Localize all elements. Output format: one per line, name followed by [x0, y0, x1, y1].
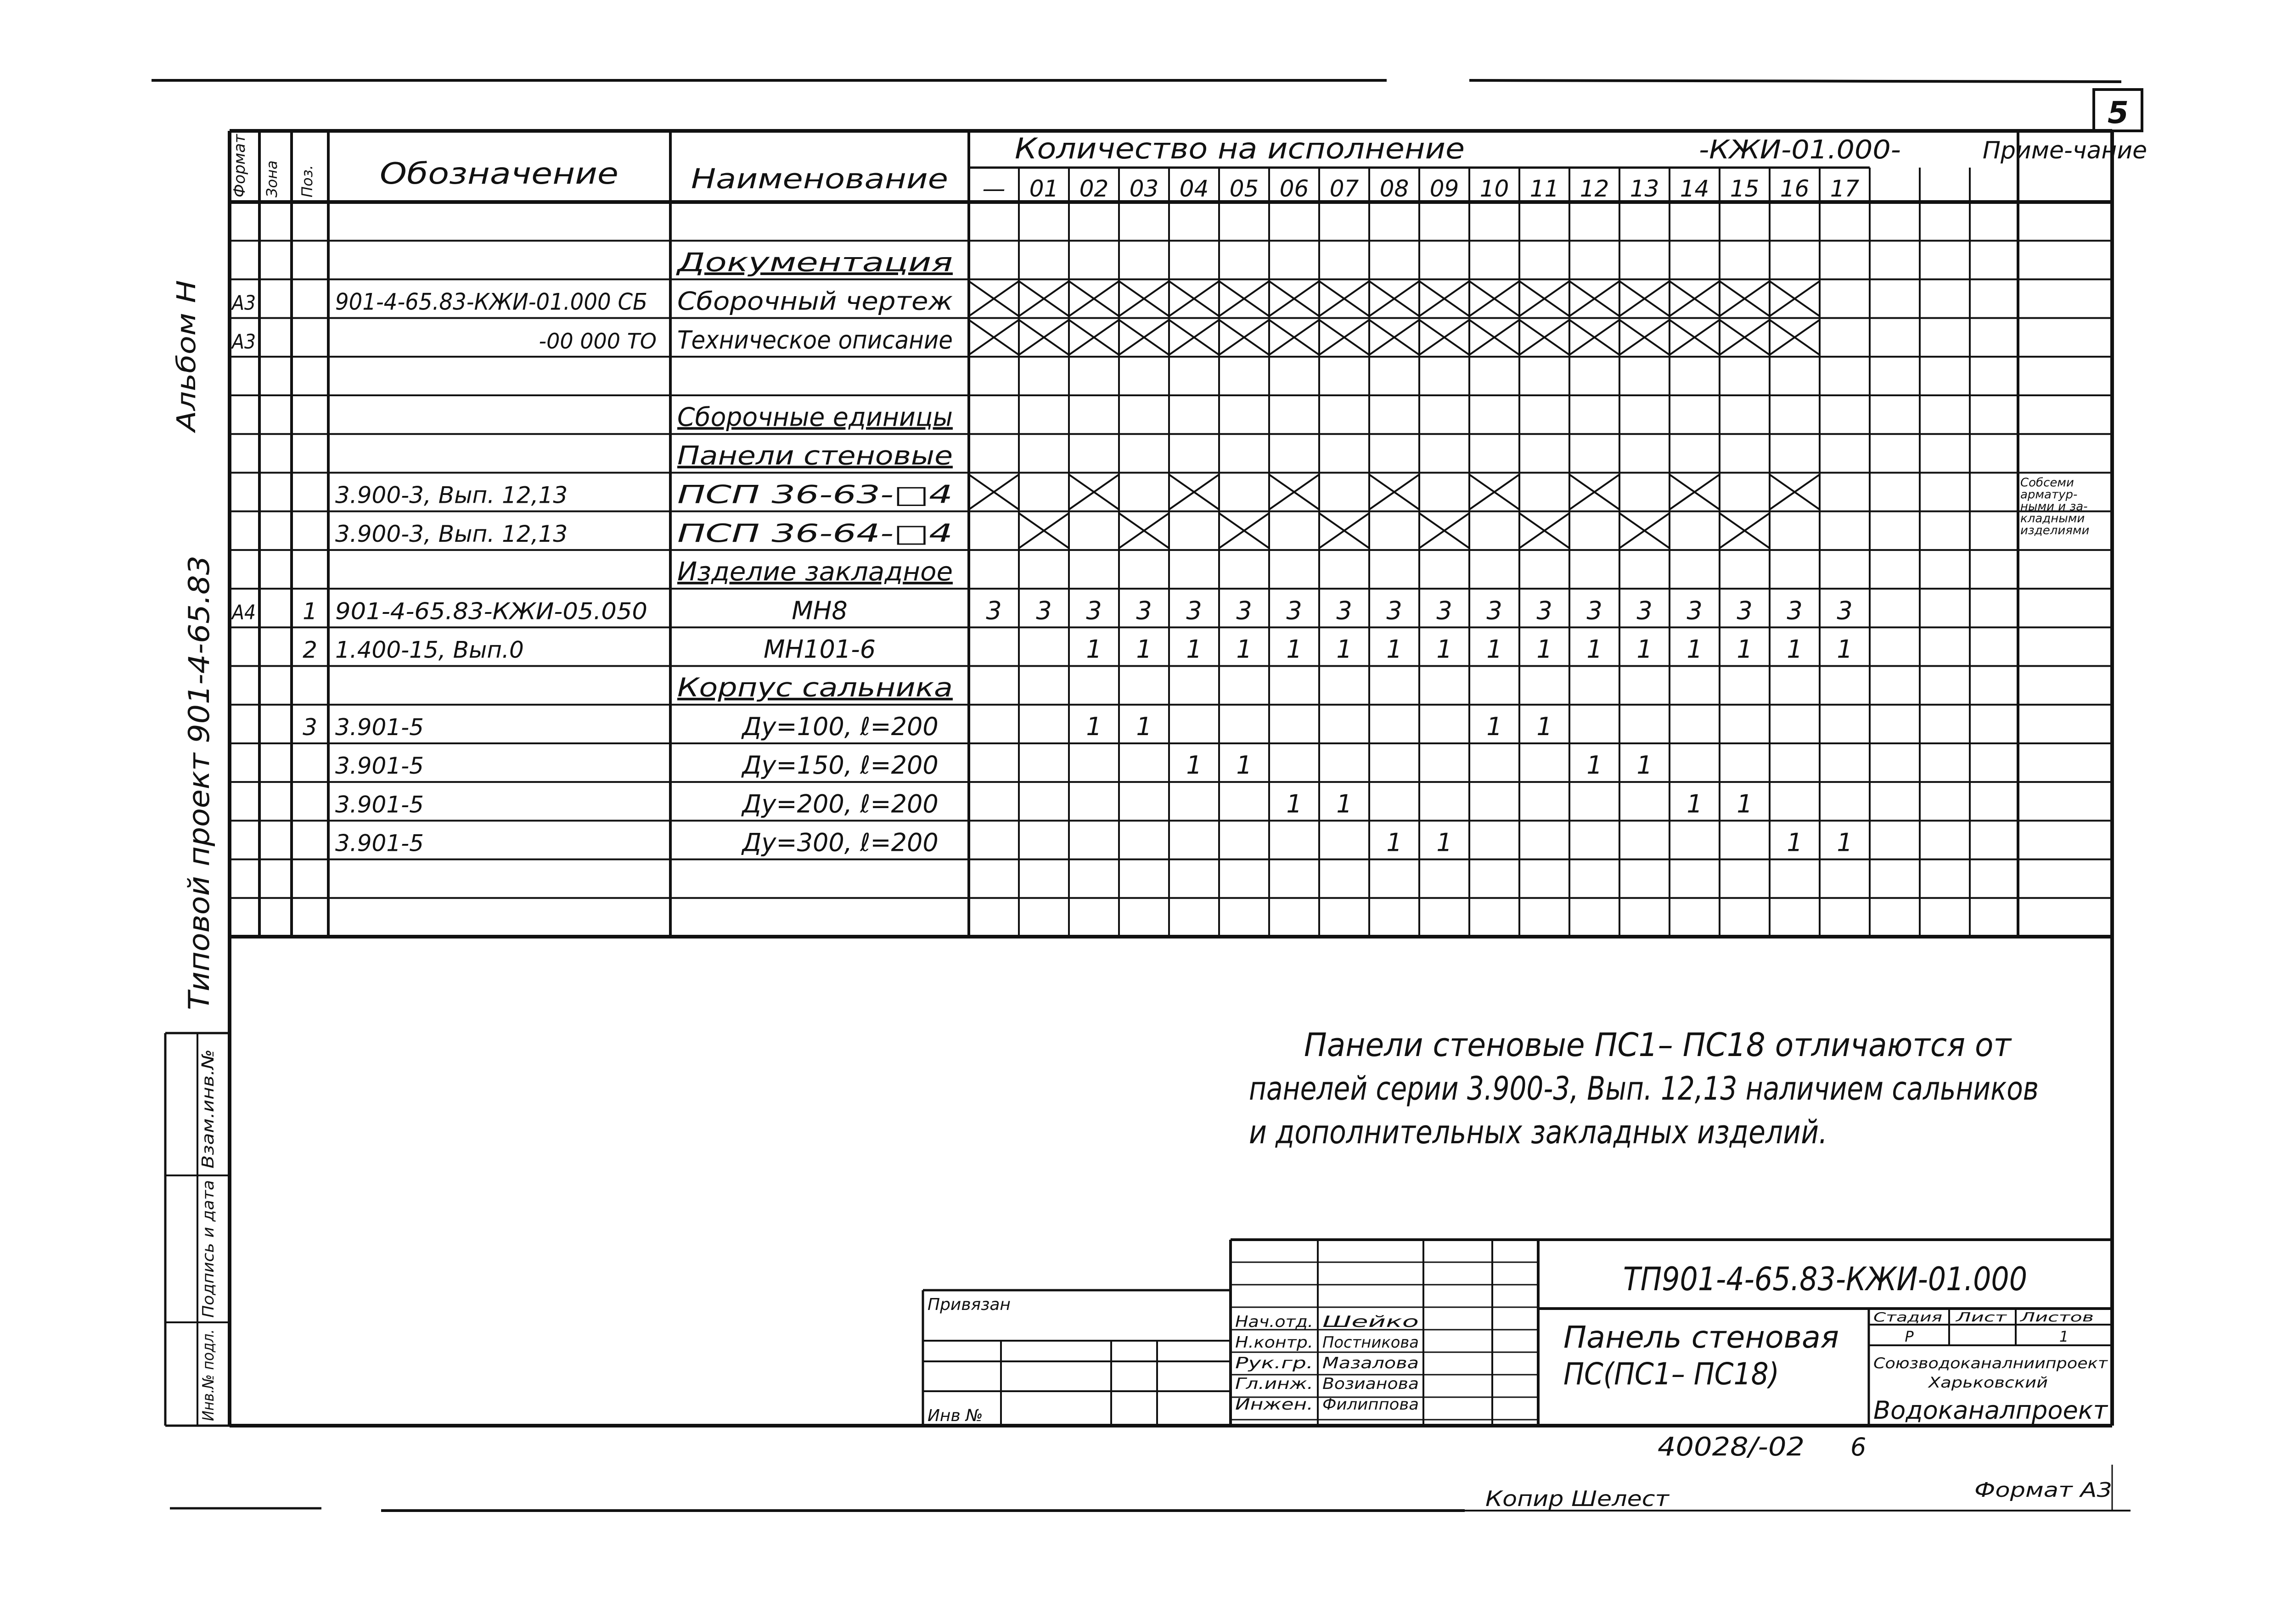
tb-title-1: Панель стеновая	[1563, 1320, 1839, 1355]
qty-value: 1	[1286, 635, 1302, 664]
qty-value: 3	[1136, 596, 1152, 625]
row-name: Ду=200, ℓ=200	[742, 789, 939, 819]
header-variant: 02	[1079, 175, 1109, 202]
qty-value: 1	[1536, 635, 1552, 664]
header-quantity-code: -КЖИ-01.000-	[1699, 135, 1901, 165]
row-name: Документация	[675, 247, 953, 278]
header-variant: 03	[1129, 175, 1159, 202]
row-name: Техническое описание	[677, 325, 953, 354]
row-note-line: арматур-	[2020, 488, 2078, 502]
tb-stage-label: Стадия	[1873, 1309, 1942, 1325]
tb-bound: Привязан	[928, 1295, 1011, 1314]
stamp-sign-date: Подпись и дата	[199, 1188, 218, 1318]
cross-marks	[969, 281, 1820, 548]
header-variant: 10	[1479, 175, 1509, 202]
row-name: МН8	[792, 596, 848, 625]
qty-value: 1	[1086, 712, 1102, 741]
qty-value: 3	[1536, 596, 1552, 625]
row-name: ПСП 36-64-□4	[677, 518, 953, 548]
row-name: Панели стеновые	[677, 441, 953, 471]
qty-value: 1	[1737, 789, 1753, 819]
qty-value: 1	[1386, 828, 1402, 857]
footnote-line: и дополнительных закладных изделий.	[1249, 1113, 1827, 1151]
qty-value: 3	[1086, 596, 1102, 625]
qty-value: 3	[1336, 596, 1352, 625]
footnote-line: Панели стеновые ПС1– ПС18 отличаются от	[1304, 1026, 2013, 1064]
qty-value: 3	[1686, 596, 1703, 625]
top-rule	[1469, 80, 2121, 82]
tb-code: ТП901-4-65.83-КЖИ-01.000	[1623, 1260, 2027, 1298]
header-designation: Обозначение	[380, 157, 618, 191]
tb-signer-name: Мазалова	[1322, 1354, 1419, 1372]
row-name: МН101-6	[763, 635, 876, 664]
qty-value: 1	[1787, 828, 1803, 857]
qty-value: 1	[1636, 751, 1653, 780]
tb-signer-role: Инжен.	[1235, 1395, 1313, 1414]
tb-org-1: Союзводоканалниипроект	[1873, 1354, 2108, 1372]
row-designation: 3.901-5	[335, 791, 424, 818]
qty-value: 3	[1586, 596, 1602, 625]
stamp-inv-orig: Инв.№ подл.	[199, 1318, 218, 1421]
qty-value: 3	[1737, 596, 1753, 625]
header-variant: 14	[1680, 175, 1709, 202]
header-variant: 17	[1830, 175, 1860, 202]
header-variant: 12	[1580, 175, 1609, 202]
tb-org-2: Харьковский	[1927, 1374, 2048, 1391]
tb-sheets: 1	[2059, 1328, 2069, 1345]
row-note-line: кладными	[2020, 511, 2085, 526]
header-variant: 13	[1630, 175, 1659, 202]
row-designation: -00 000 ТО	[539, 328, 657, 354]
qty-value: 1	[1787, 635, 1803, 664]
qty-value: 1	[1436, 635, 1452, 664]
tb-title-2: ПС(ПС1– ПС18)	[1563, 1356, 1779, 1392]
qty-value: 1	[1837, 828, 1853, 857]
qty-value: 3	[1486, 596, 1502, 625]
qty-value: 3	[1837, 596, 1853, 625]
header-variant: 07	[1329, 175, 1359, 202]
header-variant: 08	[1379, 175, 1409, 202]
header-variant: 09	[1429, 175, 1459, 202]
row-designation: 3.901-5	[335, 753, 424, 780]
tb-signer-role: Гл.инж.	[1235, 1375, 1313, 1393]
header-variant: 16	[1780, 175, 1810, 202]
qty-value: 1	[1837, 635, 1853, 664]
archive-number: 40028/-02	[1658, 1432, 1805, 1462]
tb-signer-role: Нач.отд.	[1235, 1313, 1313, 1331]
stamp-replace: Взам.инв.№	[199, 1067, 218, 1169]
header-note: Приме-чание	[1982, 137, 2147, 164]
qty-value: 1	[1686, 789, 1703, 819]
qty-value: 1	[1586, 635, 1602, 664]
tb-sheets-label: Листов	[2019, 1309, 2094, 1325]
header-variant: 05	[1229, 175, 1259, 202]
row-name: Ду=100, ℓ=200	[742, 712, 939, 741]
tb-inv: Инв №	[928, 1406, 983, 1425]
row-designation: 3.901-5	[335, 830, 424, 857]
tb-org-3: Водоканалпроект	[1873, 1396, 2108, 1425]
sheet-number: 5	[2108, 95, 2129, 130]
row-format: А3	[230, 330, 256, 354]
qty-value: 1	[1086, 635, 1102, 664]
row-designation: 3.900-3, Вып. 12,13	[335, 482, 568, 509]
qty-value: 1	[1136, 635, 1152, 664]
header-quantity-title: Количество на исполнение	[1015, 132, 1465, 165]
row-note-line: ными и за-	[2020, 500, 2088, 514]
row-designation: 1.400-15, Вып.0	[335, 636, 524, 663]
header-variant: 01	[1029, 175, 1059, 202]
copied-by: Копир Шелест	[1485, 1486, 1670, 1511]
qty-value: 3	[1787, 596, 1803, 625]
row-designation: 901-4-65.83-КЖИ-05.050	[335, 598, 647, 625]
tb-sheet-label: Лист	[1955, 1309, 2007, 1325]
row-name: Изделие закладное	[677, 557, 953, 587]
tb-signer-name: Постникова	[1322, 1333, 1419, 1352]
qty-value: 1	[1536, 712, 1552, 741]
row-name: Ду=300, ℓ=200	[742, 828, 939, 857]
qty-value: 1	[1336, 635, 1352, 664]
header-variant: —	[982, 175, 1006, 202]
qty-value: 3	[986, 596, 1002, 625]
qty-value: 1	[1236, 751, 1252, 780]
footnote-line: панелей серии 3.900-3, Вып. 12,13 наличием сальников	[1249, 1070, 2039, 1107]
qty-value: 3	[1236, 596, 1252, 625]
tb-stage: Р	[1905, 1328, 1914, 1345]
qty-value: 3	[1036, 596, 1052, 625]
qty-value: 3	[1386, 596, 1402, 625]
row-name: Ду=150, ℓ=200	[742, 751, 939, 780]
header-variant: 11	[1529, 175, 1559, 202]
row-designation: 3.901-5	[335, 714, 424, 741]
sheet-text	[172, 95, 2147, 1511]
row-note-line: Собсеми	[2020, 476, 2074, 490]
row-name: Сборочные единицы	[677, 402, 953, 433]
qty-value: 1	[1636, 635, 1653, 664]
tb-signer-role: Н.контр.	[1235, 1333, 1313, 1352]
row-pos: 1	[303, 598, 317, 625]
qty-value: 1	[1186, 751, 1202, 780]
tb-signer-name: Филиппова	[1322, 1395, 1419, 1414]
row-name: Корпус сальника	[677, 673, 953, 703]
row-pos: 2	[303, 636, 317, 663]
header-variant: 06	[1279, 175, 1309, 202]
qty-value: 1	[1336, 789, 1352, 819]
qty-value: 1	[1737, 635, 1753, 664]
side-project: Типовой проект 901-4-65.83	[182, 587, 216, 1010]
qty-value: 1	[1486, 635, 1502, 664]
qty-value: 3	[1436, 596, 1452, 625]
row-note-full: Собсеми арматур-ными и за-кладными изделиями	[2020, 548, 2033, 549]
qty-value: 1	[1436, 828, 1452, 857]
qty-value: 1	[1686, 635, 1703, 664]
qty-value: 1	[1386, 635, 1402, 664]
qty-value: 1	[1586, 751, 1602, 780]
row-note-line: изделиями	[2020, 523, 2090, 538]
qty-value: 1	[1236, 635, 1252, 664]
header-name: Наименование	[691, 163, 948, 195]
header-variant: 15	[1730, 175, 1760, 202]
qty-value: 3	[1186, 596, 1202, 625]
tb-signer-name: Шейко	[1322, 1313, 1419, 1331]
qty-value: 1	[1186, 635, 1202, 664]
page-number: 6	[1850, 1433, 1866, 1461]
header-variant: 04	[1179, 175, 1209, 202]
header-format: Формат	[230, 134, 249, 197]
qty-value: 1	[1136, 712, 1152, 741]
qty-value: 1	[1486, 712, 1502, 741]
side-album: Альбом Н	[172, 303, 202, 432]
row-format: А4	[230, 601, 256, 624]
row-name: ПСП 36-63-□4	[677, 480, 953, 509]
tb-signer-name: Возианова	[1322, 1375, 1419, 1393]
qty-value: 1	[1286, 789, 1302, 819]
row-name: Сборочный чертеж	[677, 287, 953, 316]
header-pos: Поз.	[298, 165, 316, 197]
format-label: Формат А3	[1974, 1478, 2112, 1502]
qty-value: 3	[1636, 596, 1653, 625]
qty-value: 3	[1286, 596, 1302, 625]
row-designation: 3.900-3, Вып. 12,13	[335, 520, 568, 547]
row-pos: 3	[303, 714, 317, 741]
row-designation: 901-4-65.83-КЖИ-01.000 СБ	[335, 288, 647, 315]
row-format: А3	[230, 291, 256, 315]
tb-signer-role: Рук.гр.	[1235, 1354, 1313, 1372]
header-zone: Зона	[263, 160, 281, 197]
